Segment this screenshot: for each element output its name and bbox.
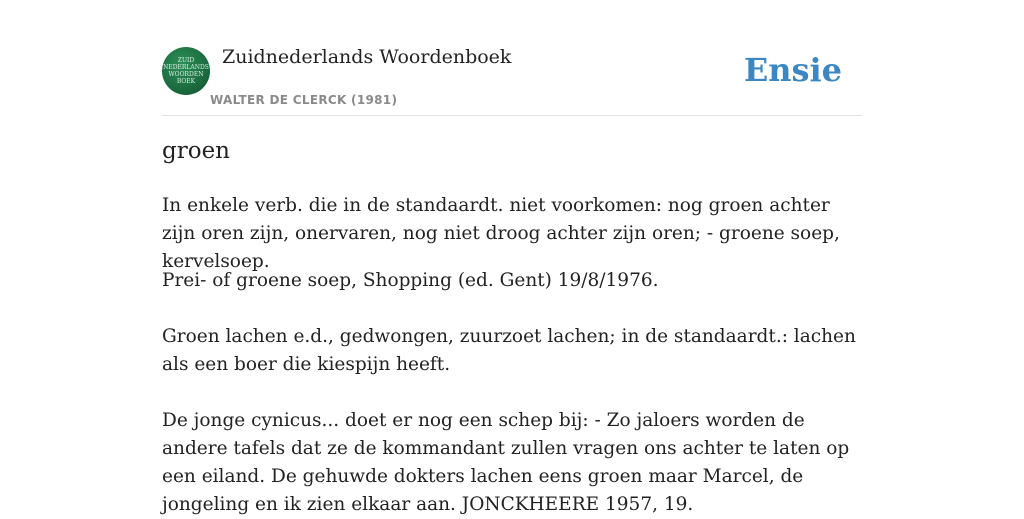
header xyxy=(162,0,862,116)
definition-paragraph: Groen lachen e.d., gedwongen, zuurzoet lachen; in de standaardt.: lachen als een boer die kiespijn heeft. xyxy=(162,326,856,375)
citation-paragraph: De jonge cynicus... doet er nog een schep bij: - Zo jaloers worden de andere tafels dat ze de kommandant zullen vragen ons achter te laten op een eiland. De gehuwde dokters lachen eens groen maar Marcel, de jongeling en ik zien elkaar aan. JONCKHEERE 1957, 19. xyxy=(162,410,850,515)
logo-line: NEDERLANDS xyxy=(163,64,209,71)
logo-line: WOORDEN xyxy=(168,71,204,78)
brand-logo-link[interactable]: Ensie xyxy=(743,51,842,89)
logo-line: BOEK xyxy=(176,78,196,85)
book-title[interactable]: Zuidnederlands Woordenboek xyxy=(222,46,512,68)
book-logo[interactable] xyxy=(162,47,210,95)
definition-paragraph: In enkele verb. die in de standaardt. niet voorkomen: nog groen achter zijn oren zijn, onervaren, nog niet droog achter zijn oren; - groene soep, kervelsoep. xyxy=(162,195,840,272)
headword: groen xyxy=(162,138,230,164)
logo-line: ZUID xyxy=(177,57,195,64)
page xyxy=(162,0,862,515)
author-label: WALTER DE CLERCK (1981) xyxy=(210,93,398,107)
citation-paragraph: Prei- of groene soep, Shopping (ed. Gent) 19/8/1976. xyxy=(162,270,659,291)
